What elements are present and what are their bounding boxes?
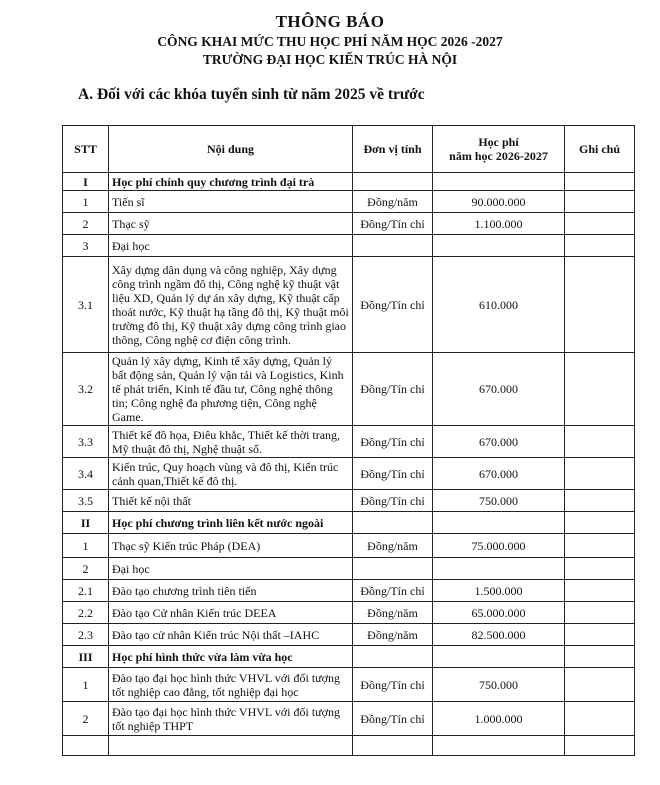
table-row	[63, 558, 635, 580]
row-fee	[433, 235, 565, 257]
row-fee	[433, 558, 565, 580]
row-content: Tiến sĩ	[109, 191, 353, 213]
row-number: 3.5	[63, 490, 109, 512]
table-row	[63, 702, 635, 736]
document-title: THÔNG BÁO	[275, 12, 385, 31]
row-note	[565, 191, 635, 213]
row-note	[565, 512, 635, 534]
row-content: Quản lý xây dựng, Kinh tế xây dựng, Quản lý bất động sản, Quản lý vận tải và Logistics, Kinh tế phát triển, Kinh tế đầu tư, Công nghệ thông tin; Công nghệ đa phương tiện, Công nghệ Game.	[109, 353, 353, 426]
row-unit	[353, 646, 433, 668]
row-note	[565, 580, 635, 602]
row-note	[565, 702, 635, 736]
row-content: Đào tạo chương trình tiên tiến	[109, 580, 353, 602]
row-fee	[433, 736, 565, 756]
row-content: Đại học	[109, 558, 353, 580]
row-note	[565, 602, 635, 624]
row-number: 1	[63, 191, 109, 213]
table-row	[63, 624, 635, 646]
row-fee: 670.000	[433, 426, 565, 458]
row-note	[565, 213, 635, 235]
row-content: Học phí chương trình liên kết nước ngoài	[109, 512, 353, 534]
row-unit: Đồng/Tín chỉ	[353, 668, 433, 702]
row-number: 2	[63, 213, 109, 235]
table-row	[63, 191, 635, 213]
row-note	[565, 173, 635, 191]
column-header-fee	[433, 126, 565, 173]
row-content: Đào tạo cử nhân Kiến trúc Nội thất –IAHC	[109, 624, 353, 646]
row-fee: 670.000	[433, 458, 565, 490]
row-number: 2.3	[63, 624, 109, 646]
row-content: Thiết kế đồ họa, Điêu khắc, Thiết kế thời trang, Mỹ thuật đô thị, Nghệ thuật số.	[109, 426, 353, 458]
table-section-row	[63, 173, 635, 191]
row-unit: Đồng/Tín chỉ	[353, 353, 433, 426]
table-row	[63, 736, 635, 756]
table-row	[63, 257, 635, 353]
column-header-stt: STT	[63, 126, 109, 173]
row-number	[63, 736, 109, 756]
row-number: 2	[63, 558, 109, 580]
table-row	[63, 580, 635, 602]
row-number: 3.3	[63, 426, 109, 458]
row-content: Thạc sỹ Kiến trúc Pháp (DEA)	[109, 534, 353, 558]
row-content: Học phí hình thức vừa làm vừa học	[109, 646, 353, 668]
school-name: TRƯỜNG ĐẠI HỌC KIẾN TRÚC HÀ NỘI	[202, 52, 458, 67]
row-fee: 1.100.000	[433, 213, 565, 235]
row-content: Xây dựng dân dụng và công nghiệp, Xây dựng công trình ngầm đô thị, Công nghệ kỹ thuật vật liệu XD, Quản lý dự án xây dựng, Kỹ thuật cấp thoát nước, Kỹ thuật hạ tầng đô thị, Kỹ thuật môi trường đô thị, Kỹ thuật xây dựng công trình giao thông, Công nghệ cơ điện công trình.	[109, 257, 353, 353]
table-row	[63, 534, 635, 558]
row-unit: Đồng/Tín chỉ	[353, 426, 433, 458]
row-unit: Đồng/Tín chỉ	[353, 213, 433, 235]
table-header-row	[63, 126, 635, 173]
table-section-row	[63, 512, 635, 534]
row-fee: 750.000	[433, 490, 565, 512]
row-note	[565, 235, 635, 257]
row-unit: Đồng/Tín chỉ	[353, 458, 433, 490]
row-unit	[353, 558, 433, 580]
row-content: Thiết kế nội thất	[109, 490, 353, 512]
row-fee: 82.500.000	[433, 624, 565, 646]
row-unit: Đồng/Tín chỉ	[353, 702, 433, 736]
row-number: 3	[63, 235, 109, 257]
row-note	[565, 668, 635, 702]
row-content: Đào tạo đại học hình thức VHVL với đối tượng tốt nghiệp THPT	[109, 702, 353, 736]
row-unit: Đồng/Tín chỉ	[353, 580, 433, 602]
row-note	[565, 558, 635, 580]
row-number: III	[63, 646, 109, 668]
row-fee: 670.000	[433, 353, 565, 426]
row-unit: Đồng/năm	[353, 191, 433, 213]
table-row	[63, 213, 635, 235]
row-note	[565, 624, 635, 646]
row-unit: Đồng/Tín chỉ	[353, 257, 433, 353]
row-content	[109, 736, 353, 756]
row-fee: 1.500.000	[433, 580, 565, 602]
row-note	[565, 353, 635, 426]
column-header-content: Nội dung	[109, 126, 353, 173]
row-number: 1	[63, 668, 109, 702]
column-header-unit: Đơn vị tính	[353, 126, 433, 173]
column-header-note: Ghi chú	[565, 126, 635, 173]
row-fee: 610.000	[433, 257, 565, 353]
row-fee: 90.000.000	[433, 191, 565, 213]
row-number: I	[63, 173, 109, 191]
column-header-fee-line1: Học phí	[478, 135, 519, 149]
row-content: Thạc sỹ	[109, 213, 353, 235]
row-content: Đại học	[109, 235, 353, 257]
row-unit	[353, 736, 433, 756]
table-row	[63, 235, 635, 257]
column-header-fee-line2: năm học 2026-2027	[449, 149, 548, 163]
row-fee	[433, 173, 565, 191]
row-note	[565, 490, 635, 512]
table-row	[63, 668, 635, 702]
table-section-row	[63, 646, 635, 668]
row-number: 3.1	[63, 257, 109, 353]
table-row	[63, 426, 635, 458]
document-subtitle: CÔNG KHAI MỨC THU HỌC PHÍ NĂM HỌC 2026 -2027	[157, 34, 503, 49]
row-unit: Đồng/năm	[353, 602, 433, 624]
row-note	[565, 534, 635, 558]
row-fee: 75.000.000	[433, 534, 565, 558]
row-number: 2	[63, 702, 109, 736]
section-heading: A. Đối với các khóa tuyển sinh từ năm 2025 về trước	[78, 86, 425, 103]
row-unit: Đồng/năm	[353, 534, 433, 558]
row-number: 3.2	[63, 353, 109, 426]
row-number: 1	[63, 534, 109, 558]
row-number: 2.1	[63, 580, 109, 602]
row-fee: 1.000.000	[433, 702, 565, 736]
table-row	[63, 353, 635, 426]
row-content: Đào tạo Cử nhân Kiến trúc DEEA	[109, 602, 353, 624]
row-unit	[353, 235, 433, 257]
row-fee	[433, 646, 565, 668]
row-number: 3.4	[63, 458, 109, 490]
row-number: II	[63, 512, 109, 534]
table-body	[63, 173, 635, 756]
table-row	[63, 490, 635, 512]
row-unit	[353, 173, 433, 191]
row-content: Kiến trúc, Quy hoạch vùng và đô thị, Kiến trúc cảnh quan,Thiết kế đô thị.	[109, 458, 353, 490]
table-row	[63, 602, 635, 624]
table-row	[63, 458, 635, 490]
row-content: Đào tạo đại học hình thức VHVL với đối tượng tốt nghiệp cao đẳng, tốt nghiệp đại học	[109, 668, 353, 702]
row-unit: Đồng/Tín chỉ	[353, 490, 433, 512]
row-fee: 750.000	[433, 668, 565, 702]
row-fee: 65.000.000	[433, 602, 565, 624]
row-note	[565, 426, 635, 458]
row-note	[565, 458, 635, 490]
tuition-fee-table	[62, 125, 635, 756]
row-unit: Đồng/năm	[353, 624, 433, 646]
row-note	[565, 257, 635, 353]
row-number: 2.2	[63, 602, 109, 624]
row-content: Học phí chính quy chương trình đại trà	[109, 173, 353, 191]
row-unit	[353, 512, 433, 534]
row-fee	[433, 512, 565, 534]
row-note	[565, 646, 635, 668]
row-note	[565, 736, 635, 756]
